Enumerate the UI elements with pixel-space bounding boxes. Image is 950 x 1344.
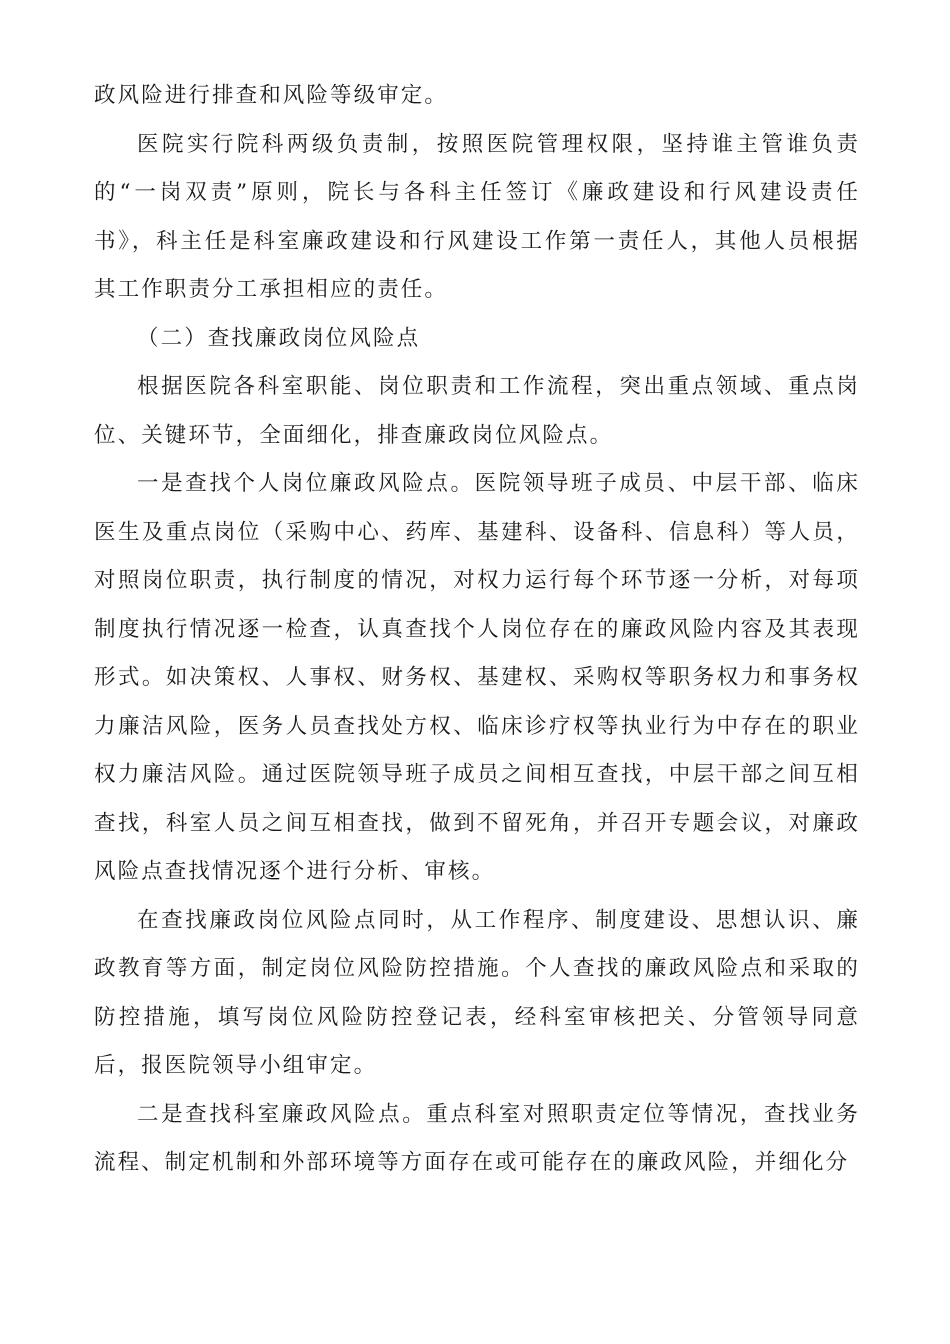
paragraph-personal-risk: 一是查找个人岗位廉政风险点。医院领导班子成员、中层干部、临床医生及重点岗位（采购中心、药库、基建科、设备科、信息科）等人员，对照岗位职责，执行制度的情况，对权力运行每个环节逐一分析，对每项制度执行情况逐一检查，认真查找个人岗位存在的廉政风险内容及其表现形式。如决策权、人事权、财务权、基建权、采购权等职务权力和事务权力廉洁风险，医务人员查找处方权、临床诊疗权等执业行为中存在的职业权力廉洁风险。通过医院领导班子成员之间相互查找，中层干部之间互相查找，科室人员之间互相查找，做到不留死角，并召开专题会议，对廉政风险点查找情况逐个进行分析、审核。 xyxy=(94,471,860,884)
paragraph-responsibility: 医院实行院科两级负责制，按照医院管理权限，坚持谁主管谁负责的“一岗双责”原则，院长与各科主任签订《廉政建设和行风建设责任书》，科主任是科室廉政建设和行风建设工作第一责任人，其他人员根据其工作职责分工承担相应的责任。 xyxy=(94,131,860,302)
document-body xyxy=(94,72,860,1188)
paragraph-continuation: 政风险进行排查和风险等级审定。 xyxy=(94,83,449,108)
paragraph-control-measures: 在查找廉政岗位风险点同时，从工作程序、制度建设、思想认识、廉政教育等方面，制定岗位风险防控措施。个人查找的廉政风险点和采取的防控措施，填写岗位风险防控登记表，经科室审核把关、分管领导同意后，报医院领导小组审定。 xyxy=(94,907,860,1078)
section-heading: （二）查找廉政岗位风险点 xyxy=(137,325,421,351)
paragraph-department-risk: 二是查找科室廉政风险点。重点科室对照职责定位等情况，查找业务流程、制定机制和外部环境等方面存在或可能存在的廉政风险，并细化分 xyxy=(94,1101,860,1175)
paragraph-intro: 根据医院各科室职能、岗位职责和工作流程，突出重点领域、重点岗位、关键环节，全面细化，排查廉政岗位风险点。 xyxy=(94,374,860,448)
